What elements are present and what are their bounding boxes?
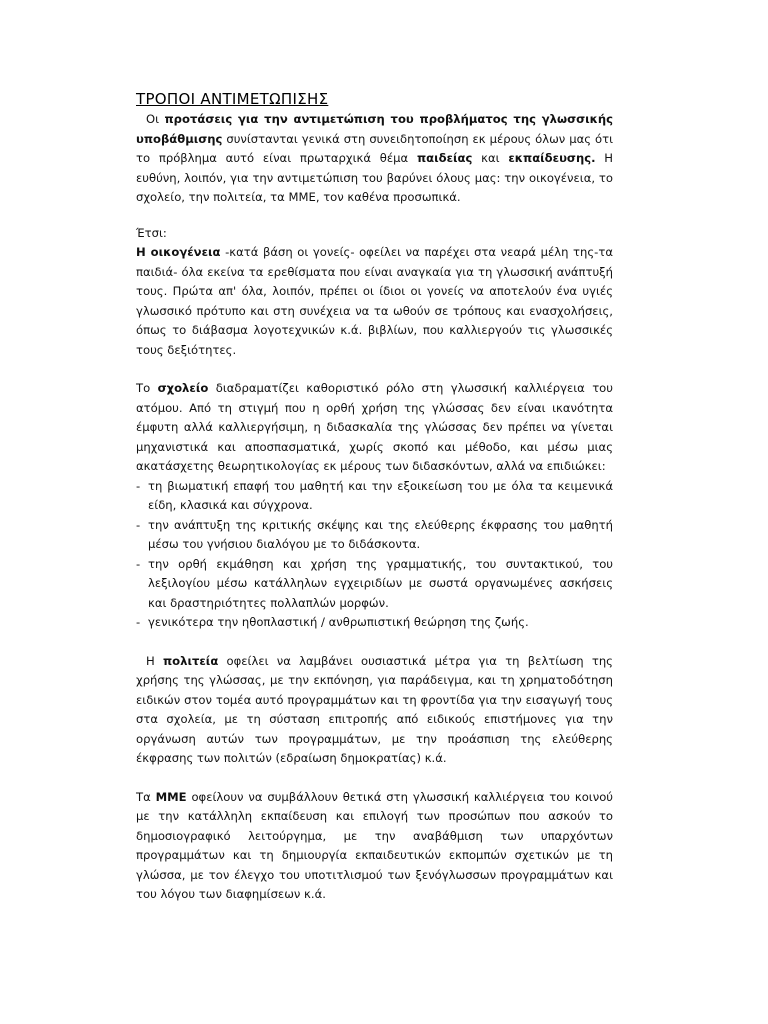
state-paragraph: [136, 652, 613, 769]
state-text: οφείλει να λαμβάνει ουσιαστικά μέτρα για τη βελτίωση της χρήσης της γλώσσας, με την εκπόνηση, για παράδειγμα, και τη χρηματοδότηση ειδικών στον τομέα αυτό προγραμμάτων και τη φροντίδα για την εισαγωγή τους στα σχολεία, με τη σύσταση επιτροπής από ειδικούς επιστήμονες για την οργάνωση αυτών των προγραμμάτων, με την προάσπιση της ελεύθερης έκφρασης των πολιτών (εδραίωση δημοκρατίας) κ.ά.: [136, 653, 613, 765]
intro-bold-3: εκπαίδευσης.: [508, 151, 596, 165]
intro-bold-2: παιδείας: [416, 151, 473, 165]
document-title: ΤΡΟΠΟΙ ΑΝΤΙΜΕΤΩΠΙΣΗΣ: [136, 90, 329, 108]
school-list: [136, 477, 613, 633]
school-paragraph: [136, 379, 613, 477]
intro-text-1: Οι: [146, 112, 165, 126]
intro-text-2: συνίστανται γενικά στη συνειδητοποίηση εκ μέρους όλων μας ότι το πρόβλημα αυτό είναι πρωταρχικά θέμα: [136, 131, 613, 165]
intro-paragraph: [136, 110, 613, 208]
media-paragraph: [136, 788, 613, 905]
list-item: - την ορθή εκμάθηση και χρήση της γραμματικής, του συντακτικού, του λεξιλογίου μέσω κατάλληλων εγχειριδίων με σωστά οργανωμένες ασκήσεις και δραστηριότητες πολλαπλών μορφών.: [136, 555, 613, 614]
state-bold: πολιτεία: [162, 653, 219, 668]
intro-bold-1: προτάσεις για την αντιμετώπιση του προβλήματος της γλωσσικής υποβάθμισης: [136, 112, 614, 146]
spacer: [136, 633, 613, 652]
family-paragraph: [136, 243, 613, 360]
list-item: - τη βιωματική επαφή του μαθητή και την εξοικείωση του με όλα τα κειμενικά είδη, κλασικά και σύγχρονα.: [136, 477, 613, 516]
etsi-line: Έτσι:: [136, 225, 167, 240]
family-bold: Η οικογένεια: [136, 245, 221, 259]
media-bold: ΜΜΕ: [155, 789, 187, 804]
school-text: διαδραματίζει καθοριστικό ρόλο στη γλωσσική καλλιέργεια του ατόμου. Από τη στιγμή που η ορθή χρήση της γλώσσας δεν είναι ικανότητα έμφυτη αλλά καλλιεργήσιμη, η διδασκαλία της γλώσσας δεν πρέπει να γίνεται μηχανιστικά και αποσπασματικά, χωρίς σκοπό και μέθοδο, και μέσω μιας ακατάσχετης θεωρητικολογίας εκ μέρους των διδασκόντων, αλλά να επιδιώκει:: [136, 381, 613, 473]
school-pre: Το: [136, 381, 158, 395]
spacer: [136, 769, 613, 788]
intro-text-3: και: [472, 151, 509, 165]
list-item: - γενικότερα την ηθοπλαστική / ανθρωπιστική θεώρηση της ζωής.: [136, 613, 613, 633]
media-pre: Τα: [136, 789, 156, 804]
state-pre: Η: [146, 653, 163, 668]
family-text: -κατά βάση οι γονείς- οφείλει να παρέχει στα νεαρά μέλη της-τα παιδιά- όλα εκείνα τα ερεθίσματα που είναι αναγκαία για τη γλωσσική ανάπτυξή τους. Πρώτα απ' όλα, λοιπόν, πρέπει οι ίδιοι οι γονείς να αποτελούν ένα υγιές γλωσσικό πρότυπο και στη συνέχεια να τα ωθούν σε τρόπους και ενασχολήσεις, όπως το διάβασμα λογοτεχνικών κ.ά. βιβλίων, που καλλιεργούν τις γλωσσικές τους δεξιότητες.: [136, 245, 613, 357]
spacer: [136, 360, 613, 379]
intro-text-4: Η ευθύνη, λοιπόν, για την αντιμετώπιση του βαρύνει όλους μας: την οικογένεια, το σχολείο, την πολιτεία, τα ΜΜΕ, τον καθένα προσωπικά.: [136, 151, 613, 204]
media-text: οφείλουν να συμβάλλουν θετικά στη γλωσσική καλλιέργεια του κοινού με την κατάλληλη εκπαίδευση και επιλογή των προσώπων που ασκούν το δημοσιογραφικό λειτούργημα, με την αναβάθμιση των υπαρχόντων προγραμμάτων και τη δημιουργία εκπαιδευτικών εκπομπών σχετικών με τη γλώσσα, με τον έλεγχο του υποτιτλισμού των ξενόγλωσσων προγραμμάτων και του λόγου των διαφημίσεων κ.ά.: [136, 789, 613, 901]
school-bold: σχολείο: [157, 381, 209, 395]
list-item: - την ανάπτυξη της κριτικής σκέψης και της ελεύθερης έκφρασης του μαθητή μέσω του γνήσιου διαλόγου με το διδάσκοντα.: [136, 516, 613, 555]
